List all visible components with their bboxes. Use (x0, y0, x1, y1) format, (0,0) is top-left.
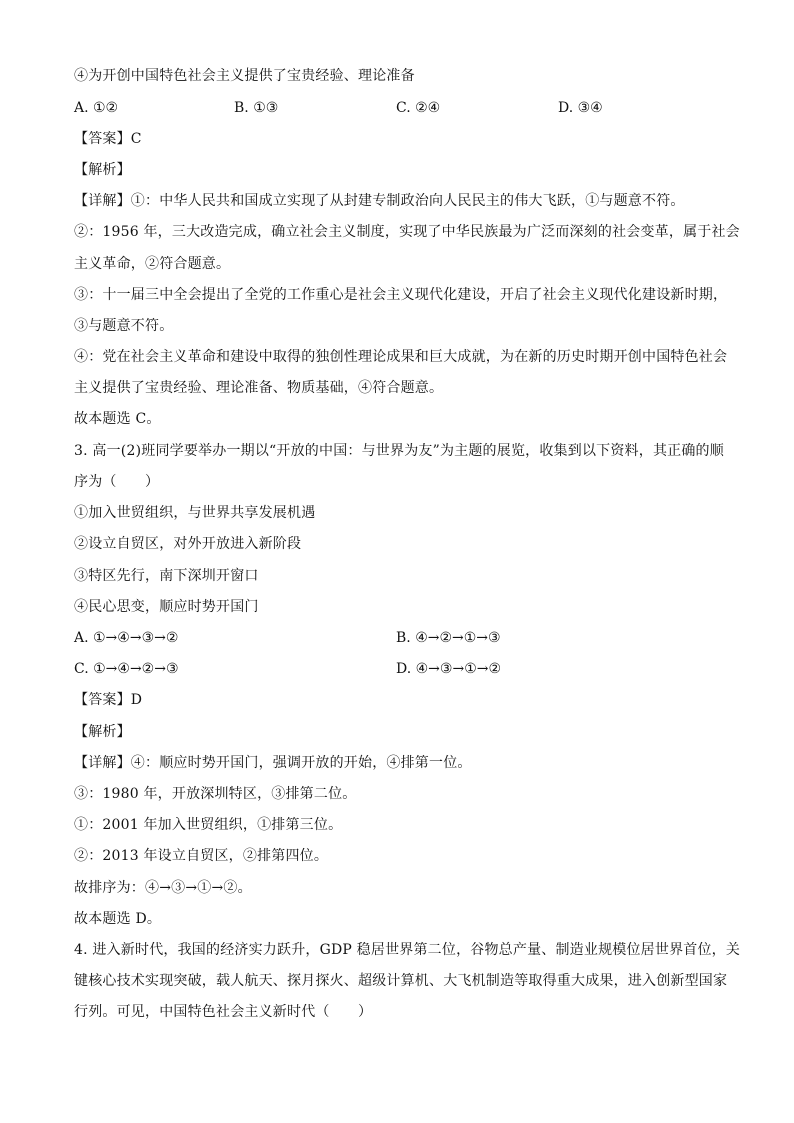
q4-stem-c: 行列。可见，中国特色社会主义新时代（ ） (74, 1004, 373, 1020)
q3-stem-b: 序为（ ） (74, 474, 160, 490)
q2-answer: 【答案】C (74, 131, 142, 147)
q3-detail-2: ③：1980 年，开放深圳特区，③排第二位。 (74, 786, 357, 802)
q2-detail-2a: ②：1956 年，三大改造完成，确立社会主义制度，实现了中华民族最为广泛而深刻的社会变革，属于社会 (74, 224, 740, 240)
q4-stem-b: 键核心技术实现突破，载人航天、探月探火、超级计算机、大飞机制造等取得重大成果，进入创新型国家 (74, 973, 728, 989)
q3-analysis-heading: 【解析】 (74, 724, 131, 740)
q3-detail-4: ②：2013 年设立自贸区，②排第四位。 (74, 848, 329, 864)
q3-option-d: D. ④→③→①→② (396, 661, 502, 677)
q2-option-d: D. ③④ (558, 100, 603, 116)
q3-stem-a: 3. 高一(2)班同学要举办一期以“开放的中国：与世界为友”为主题的展览，收集到以下资料，其正确的顺 (74, 443, 724, 459)
q3-conclusion: 故本题选 D。 (74, 911, 162, 927)
q3-statement-3: ③特区先行，南下深圳开窗口 (74, 568, 259, 584)
q3-statement-4: ④民心思变，顺应时势开国门 (74, 599, 259, 615)
q3-order: 故排序为：④→③→①→②。 (74, 880, 252, 896)
q3-statement-1: ①加入世贸组织，与世界共享发展机遇 (74, 505, 316, 521)
q3-option-a: A. ①→④→③→② (74, 630, 179, 646)
q2-detail-3a: ③：十一届三中全会提出了全党的工作重心是社会主义现代化建设，开启了社会主义现代化建设新时期， (74, 287, 728, 303)
q3-option-b: B. ④→②→①→③ (396, 630, 501, 646)
q2-detail-2b: 主义革命，②符合题意。 (74, 256, 231, 272)
q2-detail-1: 【详解】①：中华人民共和国成立实现了从封建专制政治向人民民主的伟大飞跃，①与题意不符。 (74, 193, 685, 209)
q3-detail-1: 【详解】④：顺应时势开国门，强调开放的开始，④排第一位。 (74, 755, 472, 771)
q3-detail-3: ①：2001 年加入世贸组织，①排第三位。 (74, 817, 343, 833)
q3-statement-2: ②设立自贸区，对外开放进入新阶段 (74, 536, 302, 552)
q2-detail-4a: ④：党在社会主义革命和建设中取得的独创性理论成果和巨大成就，为在新的历史时期开创中国特色社会 (74, 349, 728, 365)
q2-detail-3b: ③与题意不符。 (74, 318, 174, 334)
q2-option-a: A. ①② (74, 100, 119, 116)
q2-analysis-heading: 【解析】 (74, 162, 131, 178)
q2-option-b: B. ①③ (234, 100, 279, 116)
q2-option-c: C. ②④ (396, 100, 441, 116)
q2-conclusion: 故本题选 C。 (74, 411, 161, 427)
q3-option-c: C. ①→④→②→③ (74, 661, 179, 677)
q2-statement-4: ④为开创中国特色社会主义提供了宝贵经验、理论准备 (74, 68, 415, 84)
q4-stem-a: 4. 进入新时代，我国的经济实力跃升，GDP 稳居世界第二位，谷物总产量、制造业规模位居世界首位，关 (74, 942, 741, 958)
q2-detail-4b: 主义提供了宝贵经验、理论准备、物质基础，④符合题意。 (74, 380, 444, 396)
q3-answer: 【答案】D (74, 692, 143, 708)
